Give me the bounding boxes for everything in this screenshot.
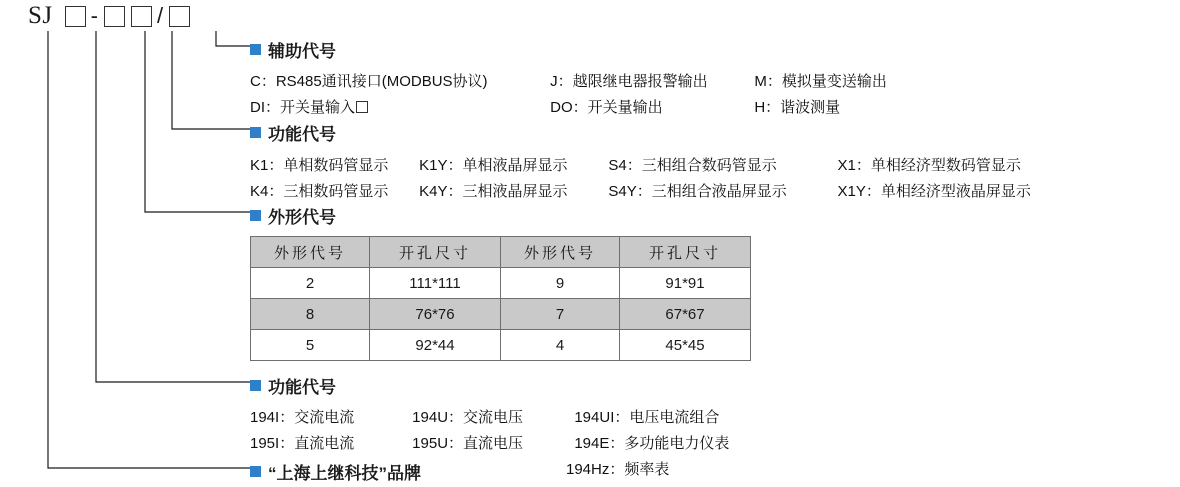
section-title-brand: “上海上继科技”品牌 bbox=[268, 464, 421, 483]
func-top-row-2 bbox=[250, 180, 1031, 201]
section-title-func-top: 功能代号 bbox=[268, 125, 336, 144]
aux-row-1 bbox=[250, 70, 887, 91]
func-bottom-194hz: 194Hz：频率表 bbox=[566, 461, 670, 478]
aux-di-box-icon bbox=[356, 101, 368, 113]
func-top-k4y: K4Y：三相液晶屏显示 bbox=[419, 183, 568, 200]
bullet-square-icon bbox=[250, 44, 261, 55]
aux-item-j: J：越限继电器报警输出 bbox=[550, 73, 708, 90]
aux-row-2 bbox=[250, 96, 840, 117]
code-box-3 bbox=[131, 6, 152, 27]
bullet-square-icon bbox=[250, 210, 261, 221]
cell-shape-code: 8 bbox=[251, 299, 370, 330]
section-title-func-bottom: 功能代号 bbox=[268, 378, 336, 397]
aux-item-h: H：谐波测量 bbox=[754, 99, 841, 116]
table-header-row bbox=[251, 237, 751, 268]
cell-hole-size: 92*44 bbox=[370, 330, 501, 361]
table-header-hole-size-2: 开孔尺寸 bbox=[620, 237, 751, 268]
func-bottom-194i: 194I：交流电流 bbox=[250, 409, 355, 426]
func-bottom-195u: 195U：直流电压 bbox=[412, 435, 524, 452]
bullet-square-icon bbox=[250, 380, 261, 391]
cell-hole-size: 45*45 bbox=[620, 330, 751, 361]
bullet-square-icon bbox=[250, 466, 261, 477]
section-title-shape: 外形代号 bbox=[268, 208, 336, 227]
table-row bbox=[251, 299, 751, 330]
cell-hole-size: 111*111 bbox=[370, 268, 501, 299]
func-top-s4: S4：三相组合数码管显示 bbox=[608, 157, 777, 174]
func-bottom-195i: 195I：直流电流 bbox=[250, 435, 355, 452]
code-box-1 bbox=[65, 6, 86, 27]
aux-item-do: DO：开关量输出 bbox=[550, 99, 663, 116]
model-prefix: SJ bbox=[28, 2, 53, 29]
bullet-square-icon bbox=[250, 127, 261, 138]
func-bottom-194e: 194E：多功能电力仪表 bbox=[574, 435, 730, 452]
cell-shape-code: 5 bbox=[251, 330, 370, 361]
aux-item-di-label: DI：开关量输入 bbox=[250, 99, 356, 116]
func-top-row-1 bbox=[250, 154, 1021, 175]
cell-shape-code: 2 bbox=[251, 268, 370, 299]
table-header-hole-size-1: 开孔尺寸 bbox=[370, 237, 501, 268]
func-bottom-row-2 bbox=[250, 432, 729, 453]
table-header-shape-code-1: 外形代号 bbox=[251, 237, 370, 268]
func-bottom-row-1 bbox=[250, 406, 719, 427]
code-separator-slash: / bbox=[156, 3, 165, 28]
aux-item-m: M：模拟量变送输出 bbox=[754, 73, 887, 90]
model-code-line bbox=[28, 2, 193, 30]
table-row bbox=[251, 330, 751, 361]
func-top-x1y: X1Y：单相经济型液晶屏显示 bbox=[837, 183, 1031, 200]
func-top-x1: X1：单相经济型数码管显示 bbox=[837, 157, 1021, 174]
code-box-4 bbox=[169, 6, 190, 27]
cell-shape-code: 7 bbox=[501, 299, 620, 330]
func-top-k1y: K1Y：单相液晶屏显示 bbox=[419, 157, 568, 174]
section-header-aux bbox=[250, 37, 336, 62]
aux-item-c: C：RS485通讯接口(MODBUS协议) bbox=[250, 73, 488, 90]
table-header-shape-code-2: 外形代号 bbox=[501, 237, 620, 268]
aux-item-di bbox=[250, 96, 546, 117]
code-separator-dash: - bbox=[90, 3, 99, 28]
func-bottom-row-3 bbox=[566, 458, 669, 479]
section-header-brand bbox=[250, 459, 421, 484]
section-header-func-top bbox=[250, 120, 336, 145]
cell-hole-size: 76*76 bbox=[370, 299, 501, 330]
cell-hole-size: 91*91 bbox=[620, 268, 751, 299]
shape-code-table bbox=[250, 236, 751, 361]
cell-shape-code: 9 bbox=[501, 268, 620, 299]
func-bottom-194ui: 194UI：电压电流组合 bbox=[574, 409, 720, 426]
section-title-aux: 辅助代号 bbox=[268, 42, 336, 61]
func-top-k1: K1：单相数码管显示 bbox=[250, 157, 389, 174]
cell-shape-code: 4 bbox=[501, 330, 620, 361]
func-top-s4y: S4Y：三相组合液晶屏显示 bbox=[608, 183, 787, 200]
func-top-k4: K4：三相数码管显示 bbox=[250, 183, 389, 200]
func-bottom-194u: 194U：交流电压 bbox=[412, 409, 524, 426]
section-header-shape bbox=[250, 203, 336, 228]
cell-hole-size: 67*67 bbox=[620, 299, 751, 330]
section-header-func-bottom bbox=[250, 373, 336, 398]
table-row bbox=[251, 268, 751, 299]
code-box-2 bbox=[104, 6, 125, 27]
